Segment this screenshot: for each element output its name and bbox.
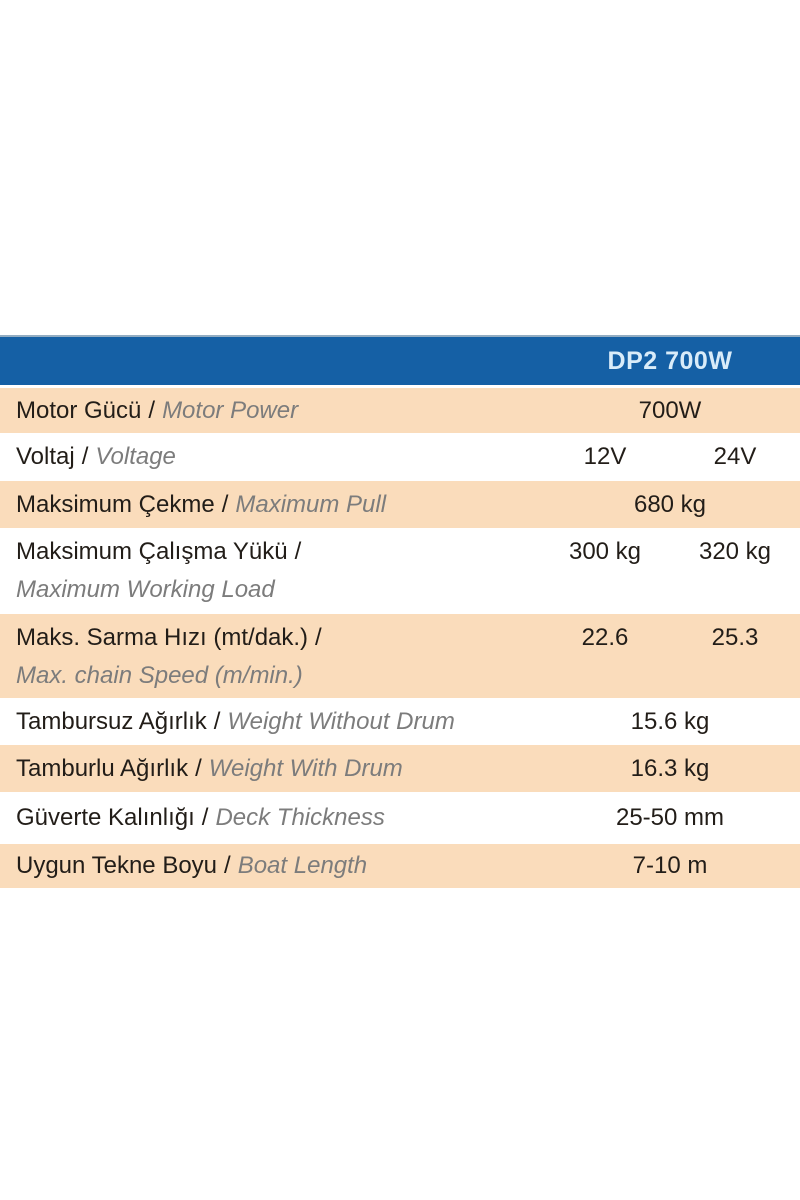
label-turkish: Tamburlu Ağırlık [16,754,189,782]
table-row-max-chain-speed [0,614,800,698]
row-label [0,852,540,880]
row-label [0,491,540,519]
label-turkish: Maksimum Çekme [16,490,215,518]
label-english: Voltage [95,443,176,470]
row-values [540,708,800,736]
value-cell-24v: 24V [713,443,757,470]
label-english: Weight Without Drum [227,707,455,735]
value-cell-24v: 320 kg [698,538,772,565]
label-english: Maximum Working Load [16,576,275,603]
row-values [540,491,800,519]
label-english: Deck Thickness [215,804,385,831]
label-turkish: Voltaj [16,443,75,470]
label-english: Max. chain Speed (m/min.) [16,662,303,689]
spec-table [0,335,800,888]
label-separator: / [315,624,322,651]
value-cell-12v: 22.6 [581,624,629,651]
value-cell: 700W [638,396,702,424]
row-values [540,852,800,880]
label-turkish: Maksimum Çalışma Yükü [16,538,288,565]
label-turkish: Motor Gücü [16,396,142,424]
table-row-weight-without-drum [0,698,800,745]
table-row-weight-with-drum [0,745,800,792]
label-separator: / [221,490,229,518]
row-values [540,755,800,783]
value-cell-24v: 25.3 [711,624,759,651]
label-separator: / [224,852,231,879]
row-label [0,804,540,832]
label-english: Maximum Pull [235,490,387,518]
table-row-deck-thickness [0,792,800,844]
label-separator: / [201,804,209,831]
label-separator: / [195,754,202,782]
table-header-row [0,335,800,388]
table-row-motor-power [0,388,800,433]
value-cell: 680 kg [633,490,707,518]
row-values [540,804,800,832]
label-separator: / [294,538,302,565]
row-label [0,619,540,695]
value-cell-12v: 300 kg [568,538,642,565]
row-label [0,397,540,425]
product-model-label: DP2 700W [607,346,733,375]
value-cell: 16.3 kg [630,754,710,782]
label-turkish: Güverte Kalınlığı [16,804,195,831]
value-cell: 25-50 mm [615,804,725,831]
table-row-boat-length [0,844,800,888]
label-english: Motor Power [162,396,299,424]
value-cell: 7-10 m [632,852,708,879]
label-separator: / [81,443,89,470]
value-cell-12v: 12V [583,443,627,470]
row-label [0,708,540,736]
row-label [0,443,540,471]
label-separator: / [148,396,156,424]
row-label [0,533,540,609]
label-separator: / [213,707,221,735]
row-values [540,397,800,425]
label-turkish: Tambursuz Ağırlık [16,707,207,735]
row-values [540,619,800,657]
table-row-max-working-load [0,528,800,614]
label-turkish: Uygun Tekne Boyu [16,852,218,879]
value-cell: 15.6 kg [630,707,710,735]
table-row-maximum-pull [0,481,800,528]
label-english: Boat Length [237,852,368,879]
row-values [540,443,800,471]
table-row-voltage [0,433,800,481]
row-label [0,755,540,783]
label-turkish: Maks. Sarma Hızı (mt/dak.) [16,624,309,651]
row-values [540,533,800,571]
label-english: Weight With Drum [208,754,403,782]
